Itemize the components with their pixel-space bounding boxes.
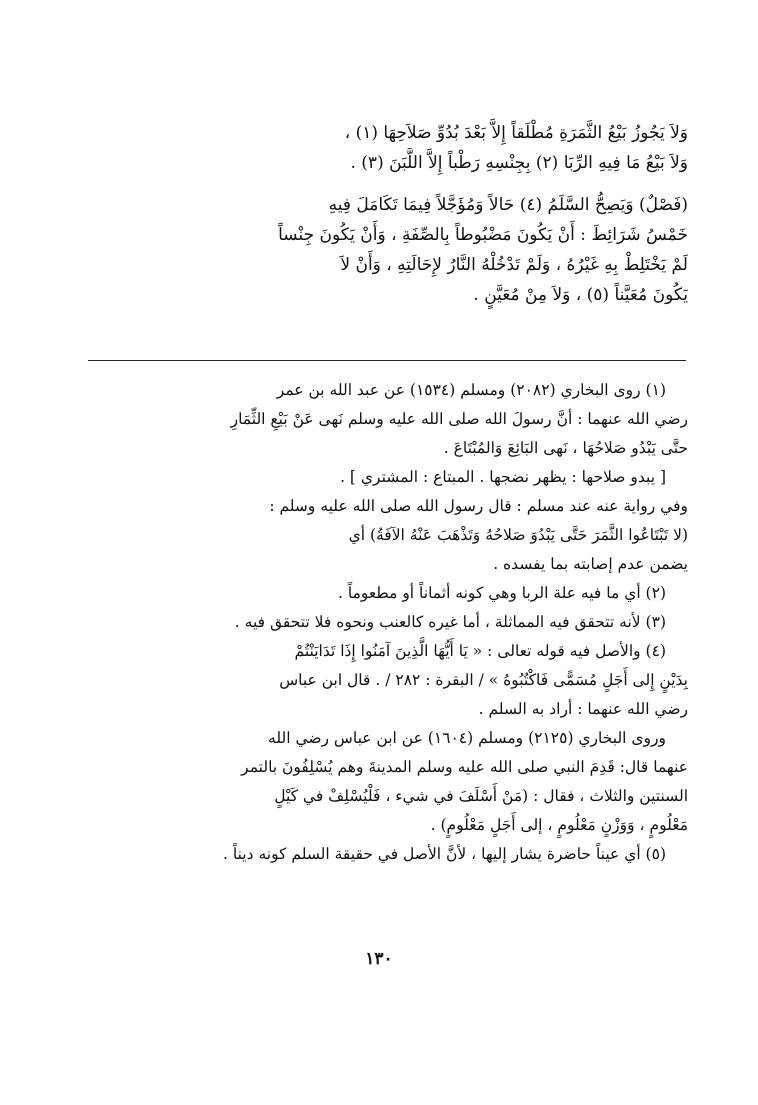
footnote-line: مَعْلُومٍ ، وَوَزْنٍ مَعْلُومٍ ، إلى أَجَلٍ مَعْلُومٍ) . <box>430 816 688 834</box>
footnote-line: يضمن عدم إصابته بما يفسده . <box>493 555 688 573</box>
main-text-block <box>88 118 688 310</box>
footnote-line: (٥) أي عيناً حاضرة يشار إليها ، لأنَّ الأصل في حقيقة السلم كونه ديناً . <box>223 845 666 863</box>
footnote-line: [ يبدو صلاحها : يظهر نضجها . المبتاع : المشتري ] . <box>340 468 666 486</box>
footnote-line: (١) روى البخاري (٢٠٨٢) ومسلم (١٥٣٤) عن عبد الله بن عمر <box>276 381 666 399</box>
main-text-line: خَمْسُ شَرَائِطَ : أَنْ يَكُونَ مَضْبُوطاً بِالصِّفَةِ ، وَأَنْ يَكُونَ جِنْساً <box>278 225 688 245</box>
footnote-divider <box>88 360 686 361</box>
main-text-line: لَمْ يَخْتَلِطْ بِهِ غَيْرُهُ ، وَلَمْ تَدْخُلْهُ النَّارُ لإِحَالَتِهِ ، وَأَنْ لاَ <box>340 255 688 275</box>
footnotes-block <box>84 376 688 869</box>
footnote-line: عنهما قال: قَدِمَ النبي صلى الله عليه وسلم المدينةَ وهم يُسْلِفُونَ بالتمر <box>241 758 688 776</box>
main-text-line: (فَصْلٌ) وَيَصِحُّ السَّلَمُ (٤) حَالاً وَمُؤَجَّلاً فِيمَا تَكَامَلَ فِيهِ <box>328 195 688 215</box>
footnote-line: وفي رواية عنه عند مسلم : قال رسول الله صلى الله عليه وسلم : <box>269 497 688 515</box>
footnote-line: (٣) لأنه تتحقق فيه المماثلة ، أما غيره كالعنب ونحوه فلا تتحقق فيه . <box>234 613 666 631</box>
footnote-line: حتَّى يَبْدُو صَلاحُهَا ، نَهى البَائِعَ وَالمُبْتَاعَ . <box>443 439 688 457</box>
page-number: ١٣٠ <box>365 949 393 969</box>
footnote-line: وروى البخاري (٢١٢٥) ومسلم (١٦٠٤) عن ابن عباس رضي الله <box>268 729 666 747</box>
footnote-line: رضي الله عنهما : أراد به السلم . <box>478 700 688 718</box>
paragraph-gap <box>88 178 688 190</box>
main-text-line: وَلاَ بَيْعُ مَا فِيهِ الرِّبَا (٢) بِجِنْسِهِ رَطْباً إِلاَّ اللَّبَنَ (٣) . <box>350 153 688 173</box>
footnote-line: بِدَيْنٍ إِلى أَجَلٍ مُسَمًّى فَاكْتُبُوهُ » / البقرة : ٢٨٢ / . قال ابن عباس <box>279 671 688 689</box>
footnote-line: (٤) والأصل فيه قوله تعالى : « يَا أَيُّهَا الَّذِينَ آمَنُوا إِذَا تَدَايَنْتُمْ <box>294 642 666 660</box>
main-text-line: يَكُونَ مُعَيَّناً (٥) ، وَلاَ مِنْ مُعَيَّنٍ . <box>473 285 688 305</box>
footnote-line: السنتين والثلاث ، فقال : (مَنْ أَسْلَفَ في شيء ، فَلْيُسْلِفْ في كَيْلٍ <box>274 787 688 805</box>
footnote-line: (لا تَبْتَاعُوا الثَّمَرَ حَتَّى يَبْدُوَ صَلاحُهُ وَتَذْهَبَ عَنْهُ الآفَةُ) أي <box>348 526 688 544</box>
footnote-line: (٢) أي ما فيه علة الربا وهي كونه أثماناً أو مطعوماً . <box>338 584 666 602</box>
footnote-line: رضي الله عنهما : أنَّ رسولَ الله صلى الله عليه وسلم نَهى عَنْ بَيْعِ الثِّمَارِ <box>230 410 688 428</box>
main-text-line: وَلاَ يَجُوزُ بَيْعُ الثَّمَرَةِ مُطْلَقاً إِلاَّ بَعْدَ بُدُوِّ صَلاَحِهَا (١) ، <box>344 123 688 143</box>
